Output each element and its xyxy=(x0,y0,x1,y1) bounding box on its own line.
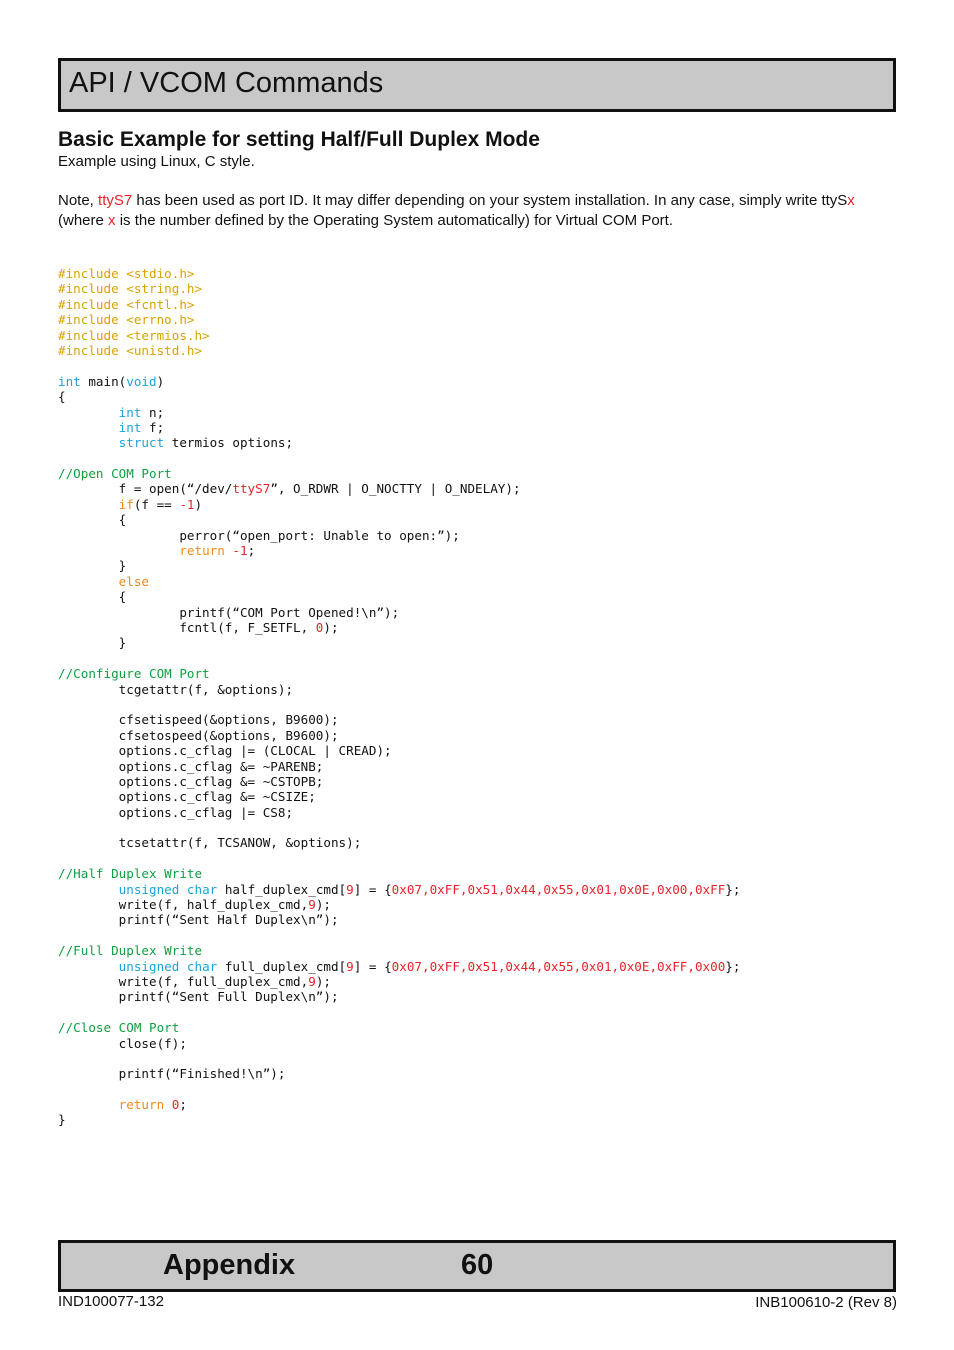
code-token: { xyxy=(58,389,66,405)
code-token: void xyxy=(126,373,157,389)
code-token: }; xyxy=(725,958,741,974)
code-line xyxy=(58,635,740,650)
code-token: write(f, full_duplex_cmd, xyxy=(58,973,309,989)
code-line xyxy=(58,451,740,466)
document-id-right: INB100610-2 (Rev 8) xyxy=(755,1294,897,1311)
section-title: Basic Example for setting Half/Full Duplex Mode xyxy=(58,128,540,151)
code-token: printf(“COM Port Opened!\n”); xyxy=(58,604,400,620)
code-line xyxy=(58,1082,740,1097)
code-token xyxy=(58,959,119,974)
code-token: ); xyxy=(315,973,331,989)
code-line xyxy=(58,358,740,373)
code-line xyxy=(58,512,740,527)
code-line xyxy=(58,589,740,604)
code-token: main( xyxy=(80,373,127,389)
code-line xyxy=(58,405,740,420)
code-token: int xyxy=(118,404,142,420)
code-token: 9 xyxy=(308,973,316,989)
code-line xyxy=(58,743,740,758)
code-line xyxy=(58,959,740,974)
code-token: }; xyxy=(725,881,741,897)
code-token: #include <string.h> xyxy=(58,281,203,297)
code-token: printf(“Finished!\n”); xyxy=(58,1066,286,1082)
code-token: #include <stdio.h> xyxy=(58,266,195,281)
code-token: cfsetispeed(&options, B9600); xyxy=(58,712,339,728)
code-token: } xyxy=(58,558,127,574)
code-token xyxy=(58,405,119,420)
code-line xyxy=(58,897,740,912)
code-token: termios options; xyxy=(164,435,294,451)
code-token: ) xyxy=(156,373,165,389)
code-token: write(f, half_duplex_cmd, xyxy=(58,897,309,913)
code-token: tcgetattr(f, &options); xyxy=(58,681,294,697)
code-token: -1 xyxy=(179,496,195,512)
code-line xyxy=(58,943,740,958)
code-line xyxy=(58,866,740,881)
code-token: ] = { xyxy=(353,958,392,974)
note-paragraph xyxy=(58,191,898,231)
section-subtitle: Example using Linux, C style. xyxy=(58,153,255,170)
code-token xyxy=(58,420,119,435)
code-line xyxy=(58,328,740,343)
code-token: #include <errno.h> xyxy=(58,312,195,328)
code-line xyxy=(58,466,740,481)
code-line xyxy=(58,420,740,435)
code-line xyxy=(58,435,740,450)
code-token: 9 xyxy=(346,881,354,897)
code-token xyxy=(58,1097,119,1112)
code-line xyxy=(58,1097,740,1112)
code-line xyxy=(58,805,740,820)
code-token: half_duplex_cmd[ xyxy=(217,881,347,897)
code-token: 9 xyxy=(308,897,316,913)
note-text-2: has been used as port ID. It may differ depending on your system installation. In any case, simply write ttyS xyxy=(132,192,848,209)
code-line xyxy=(58,682,740,697)
note-x-placeholder: x xyxy=(847,192,855,209)
code-token xyxy=(58,435,119,450)
code-line xyxy=(58,1051,740,1066)
code-token: perror(“open_port: Unable to open:”); xyxy=(58,527,460,543)
code-token: f = open(“/dev/ xyxy=(58,481,233,497)
code-line xyxy=(58,712,740,727)
code-line xyxy=(58,1112,740,1127)
code-line xyxy=(58,789,740,804)
code-token xyxy=(58,882,119,897)
code-token: { xyxy=(58,589,127,605)
code-token: else xyxy=(118,573,150,589)
code-line xyxy=(58,882,740,897)
code-line xyxy=(58,528,740,543)
code-token: } xyxy=(58,1112,66,1128)
code-token: unsigned char xyxy=(118,881,218,897)
footer-bar xyxy=(58,1240,896,1292)
code-line xyxy=(58,1036,740,1051)
code-token: ttyS7 xyxy=(232,481,271,497)
code-token: close(f); xyxy=(58,1035,187,1051)
code-line xyxy=(58,374,740,389)
code-token: //Configure COM Port xyxy=(58,666,210,682)
code-line xyxy=(58,928,740,943)
code-line xyxy=(58,1066,740,1081)
code-line xyxy=(58,974,740,989)
code-token: 0 xyxy=(171,1097,180,1113)
code-token: options.c_cflag &= ~PARENB; xyxy=(58,758,324,774)
page-number: 60 xyxy=(461,1249,494,1281)
code-token: unsigned char xyxy=(118,958,218,974)
code-line xyxy=(58,835,740,850)
code-token: ”, O_RDWR | O_NOCTTY | O_NDELAY); xyxy=(270,481,521,497)
code-line xyxy=(58,820,740,835)
code-token xyxy=(164,1097,172,1112)
code-line xyxy=(58,697,740,712)
code-line xyxy=(58,666,740,681)
code-token: //Open COM Port xyxy=(58,466,172,482)
code-token: (f == xyxy=(133,496,180,512)
code-token: 0x07,0xFF,0x51,0x44,0x55,0x01,0x0E,0x00,0xFF xyxy=(391,881,726,897)
code-token: #include <fcntl.h> xyxy=(58,296,195,312)
code-line xyxy=(58,620,740,635)
code-token: tcsetattr(f, TCSANOW, &options); xyxy=(58,835,362,851)
code-line xyxy=(58,497,740,512)
code-token: fcntl(f, F_SETFL, xyxy=(58,619,316,635)
code-token: //Full Duplex Write xyxy=(58,943,203,959)
code-token xyxy=(58,497,119,512)
code-token: //Close COM Port xyxy=(58,1020,180,1036)
code-token: //Half Duplex Write xyxy=(58,866,203,882)
note-text-3: (where xyxy=(58,212,109,229)
code-token: 0x07,0xFF,0x51,0x44,0x55,0x01,0x0E,0xFF,0x00 xyxy=(391,958,726,974)
code-token: return xyxy=(179,543,225,559)
code-token: cfsetospeed(&options, B9600); xyxy=(58,727,339,743)
code-line xyxy=(58,651,740,666)
code-token: full_duplex_cmd[ xyxy=(217,958,347,974)
header-bar xyxy=(58,58,896,112)
code-token: n; xyxy=(141,404,165,420)
code-listing xyxy=(58,266,740,1128)
code-line xyxy=(58,1005,740,1020)
code-token: 0 xyxy=(315,619,324,635)
code-token: ); xyxy=(315,897,331,913)
code-line xyxy=(58,728,740,743)
code-line xyxy=(58,481,740,496)
page-title: API / VCOM Commands xyxy=(69,67,384,99)
code-token xyxy=(58,574,119,589)
code-line xyxy=(58,343,740,358)
code-line xyxy=(58,558,740,573)
code-token: #include <termios.h> xyxy=(58,327,210,343)
code-line xyxy=(58,281,740,296)
code-token: ] = { xyxy=(353,881,392,897)
code-line xyxy=(58,389,740,404)
code-line xyxy=(58,574,740,589)
code-token: ; xyxy=(179,1097,187,1113)
code-line xyxy=(58,759,740,774)
code-token: int xyxy=(118,419,142,435)
code-token: { xyxy=(58,512,127,528)
code-line xyxy=(58,851,740,866)
code-token: ) xyxy=(194,496,203,512)
code-line xyxy=(58,312,740,327)
footer-section-label: Appendix xyxy=(163,1249,296,1281)
code-token: f; xyxy=(141,419,165,435)
code-token: options.c_cflag |= (CLOCAL | CREAD); xyxy=(58,743,392,759)
code-line xyxy=(58,543,740,558)
code-token: -1 xyxy=(232,543,248,559)
code-token: int xyxy=(58,373,81,389)
code-token: } xyxy=(58,635,127,651)
document-id-left: IND100077-132 xyxy=(58,1293,164,1310)
code-line xyxy=(58,1020,740,1035)
code-line xyxy=(58,266,740,281)
code-line xyxy=(58,912,740,927)
code-token: printf(“Sent Full Duplex\n”); xyxy=(58,989,339,1005)
code-token: return xyxy=(118,1097,165,1113)
code-token: if xyxy=(118,496,134,512)
note-x-placeholder: x xyxy=(108,212,116,229)
code-line xyxy=(58,989,740,1004)
code-token: #include <unistd.h> xyxy=(58,342,203,358)
code-line xyxy=(58,774,740,789)
code-token: struct xyxy=(118,435,165,451)
code-token xyxy=(58,543,179,558)
code-token: options.c_cflag |= CS8; xyxy=(58,804,294,820)
note-port-id: ttyS7 xyxy=(98,192,133,209)
code-token: options.c_cflag &= ~CSTOPB; xyxy=(58,773,324,789)
note-text-4: is the number defined by the Operating System automatically) for Virtual COM Port. xyxy=(115,212,673,229)
code-token: ); xyxy=(323,619,339,635)
note-text-1: Note, xyxy=(58,192,99,209)
code-token: 9 xyxy=(346,958,354,974)
code-token: printf(“Sent Half Duplex\n”); xyxy=(58,912,339,928)
code-line xyxy=(58,297,740,312)
code-token: ; xyxy=(247,543,256,559)
code-token: options.c_cflag &= ~CSIZE; xyxy=(58,789,316,805)
code-line xyxy=(58,605,740,620)
